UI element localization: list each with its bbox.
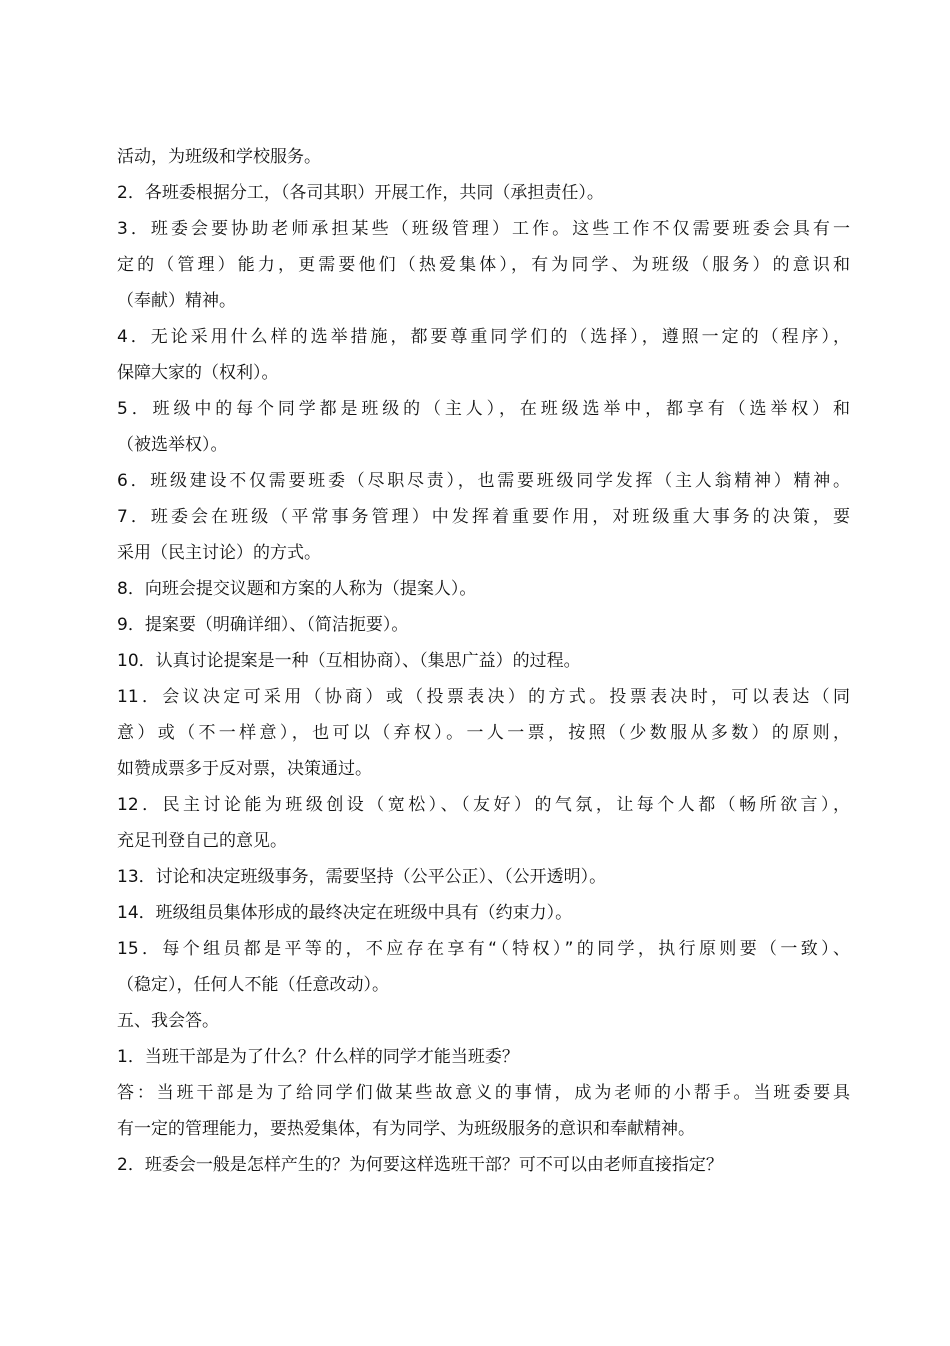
text-line: 6．班级建设不仅需要班委（尽职尽责），也需要班级同学发挥（主人翁精神）精神。 — [117, 471, 850, 491]
text-line: 7．班委会在班级（平常事务管理）中发挥着重要作用，对班级重大事务的决策，要 — [117, 507, 850, 527]
text-line: （稳定），任何人不能（任意改动）。 — [117, 975, 389, 995]
text-line: 4．无论采用什么样的选举措施，都要尊重同学们的（选择），遵照一定的（程序）， — [117, 327, 850, 347]
text-line: 采用（民主讨论）的方式。 — [117, 543, 321, 563]
section-heading: 五、我会答。 — [117, 1011, 219, 1031]
text-line: 12．民主讨论能为班级创设（宽松）、（友好）的气氛，让每个人都（畅所欲言）， — [117, 795, 850, 815]
text-line: （奉献）精神。 — [117, 291, 236, 311]
text-line: 13．讨论和决定班级事务，需要坚持（公平公正）、（公开透明）。 — [117, 867, 607, 887]
text-line: 10．认真讨论提案是一种（互相协商）、（集思广益）的过程。 — [117, 651, 581, 671]
answer-line: 有一定的管理能力，要热爱集体，有为同学、为班级服务的意识和奉献精神。 — [117, 1119, 695, 1139]
document-page — [117, 139, 850, 1183]
text-line: 充足刊登自己的意见。 — [117, 831, 287, 851]
text-line: 活动，为班级和学校服务。 — [117, 147, 321, 167]
question-line: 1．当班干部是为了什么？什么样的同学才能当班委？ — [117, 1047, 519, 1067]
text-line: （被选举权）。 — [117, 435, 228, 455]
text-line: 3．班委会要协助老师承担某些（班级管理）工作。这些工作不仅需要班委会具有一 — [117, 219, 850, 239]
answer-line: 答：当班干部是为了给同学们做某些故意义的事情，成为老师的小帮手。当班委要具 — [117, 1083, 850, 1103]
text-line: 11．会议决定可采用（协商）或（投票表决）的方式。投票表决时，可以表达（同 — [117, 687, 850, 707]
text-line: 15．每个组员都是平等的，不应存在享有“（特权）”的同学，执行原则要（一致）、 — [117, 939, 850, 959]
text-line: 8．向班会提交议题和方案的人称为（提案人）。 — [117, 579, 477, 599]
text-line: 意）或（不一样意），也可以（弃权）。一人一票，按照（少数服从多数）的原则， — [117, 723, 850, 743]
text-line: 5．班级中的每个同学都是班级的（主人），在班级选举中，都享有（选举权）和 — [117, 399, 850, 419]
text-line: 14．班级组员集体形成的最终决定在班级中具有（约束力）。 — [117, 903, 573, 923]
text-line: 定的（管理）能力，更需要他们（热爱集体），有为同学、为班级（服务）的意识和 — [117, 255, 850, 275]
text-line: 2．各班委根据分工，（各司其职）开展工作，共同（承担责任）。 — [117, 183, 604, 203]
question-line: 2．班委会一般是怎样产生的？为何要这样选班干部？可不可以由老师直接指定？ — [117, 1155, 723, 1175]
text-line: 9．提案要（明确详细）、（简洁扼要）。 — [117, 615, 409, 635]
text-line: 如赞成票多于反对票，决策通过。 — [117, 759, 372, 779]
text-line: 保障大家的（权利）。 — [117, 363, 279, 383]
